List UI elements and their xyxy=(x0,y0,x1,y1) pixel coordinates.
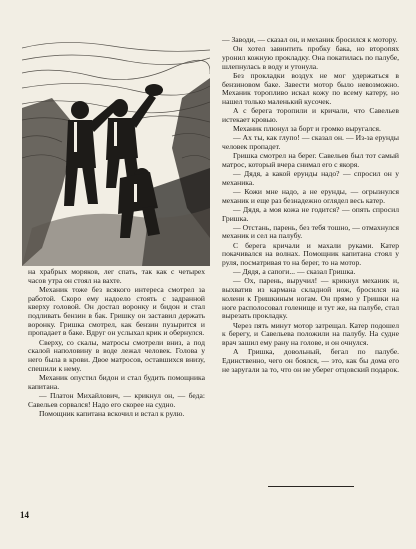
paragraph: — Платон Михайлович, — крикнул он, — беда: Савельев сорвался! Надо его скорее на судно. xyxy=(28,390,205,409)
paragraph: Без прокладки воздух не мог удержаться в бензиновом баке. Завести мотор было невозможно. Механик торопливо искал кожу по всему катеру, но нашел только маленький кусочек. xyxy=(222,70,399,106)
page-number: 14 xyxy=(20,510,29,520)
paragraph: А Гришка, довольный, бегал по палубе. Единственно, чего он боялся, — это, как бы дома его не заругали за то, что он не уберег отцовский подарок. xyxy=(222,347,399,374)
paragraph: — Отстань, парень, без тебя тошно, — отмахнулся механик и сел на палубу. xyxy=(222,222,399,241)
paragraph: Механик тоже без всякого интереса смотрел за работой. Скоро ему надоело стоять с задранной кверху головой. Он достал воронку и бидон и стал подливать бензин в бак. Гришку он заставил держать воронку. Гришка смотрел, как бензин пузырится и пропадает в баке. Вдруг он услыхал крик и обернулся. xyxy=(28,284,205,338)
paragraph: А с берега торопили и кричали, что Савельев истекает кровью. xyxy=(222,106,399,124)
paragraph: — Дядя, а моя кожа не годится? — опять спросил Гришка. xyxy=(222,204,399,223)
paragraph: С берега кричали и махали руками. Катер покачивался на волнах. Помощник капитана стоял у руля, посматривая то на берег, то на мотор. xyxy=(222,240,399,268)
paragraph: — Заводи, — сказал он, и механик бросился к мотору. xyxy=(222,35,398,44)
right-text-column xyxy=(222,36,399,375)
paragraph: Механик опустил бидон и стал будить помощника капитана. xyxy=(28,372,205,391)
left-text-column xyxy=(28,268,205,419)
end-rule-divider xyxy=(268,486,354,487)
paragraph: — Ох, парень, выручил! — крикнул механик и, выхватив из кармана складной нож, бросился на колени к Гришкиным ногам. Он прямо у Гришки на ноге располосовал голенище и тут же, на палубе, стал вырезать прокладку. xyxy=(222,276,399,321)
paragraph: Помощник капитана вскочил и встал к рулю. xyxy=(39,408,185,418)
paragraph: — Дядя, а сапоги... — сказал Гришка. xyxy=(233,267,356,277)
paragraph: Через пять минут мотор затрещал. Катер подошел к берегу, и Савельева положили на палубу. На судне врач зашил ему рану на голове, и он очнулся. xyxy=(222,320,399,347)
paragraph: Гришка смотрел на берег. Савельев был тот самый матрос, который вчера снимал его с якоря. xyxy=(222,151,399,169)
paragraph: Механик плюнул за борт и громко выругался. xyxy=(233,124,381,134)
illustration-sailors-in-storm-icon xyxy=(22,38,210,266)
paragraph: — Кожи мне надо, а не ерунды, — огрызнулся механик и еще раз безнадежно оглядел весь катер. xyxy=(222,186,399,205)
paragraph: Он хотел завинтить пробку бака, но второпях уронил кожную прокладку. Она покатилась по палубе, шлепнулась в воду и утонула. xyxy=(222,44,399,71)
illustration-drawing xyxy=(22,38,210,266)
paragraph: — Дядя, а какой ерунды надо? — спросил он у механика. xyxy=(222,169,399,187)
paragraph: на храбрых моряков, лег спать, так как с четырех часов утра он стоял на вахте. xyxy=(28,267,205,285)
paragraph: Сверху, со скалы, матросы смотрели вниз, а под скалой наполовину в воде лежал человек. Голова у него была в крови. Двое матросов, оставшихся внизу, спешили к нему. xyxy=(28,337,205,373)
paragraph: — Ах ты, как глупо! — сказал он. — Из-за ерунды человек пропадет. xyxy=(222,133,399,151)
